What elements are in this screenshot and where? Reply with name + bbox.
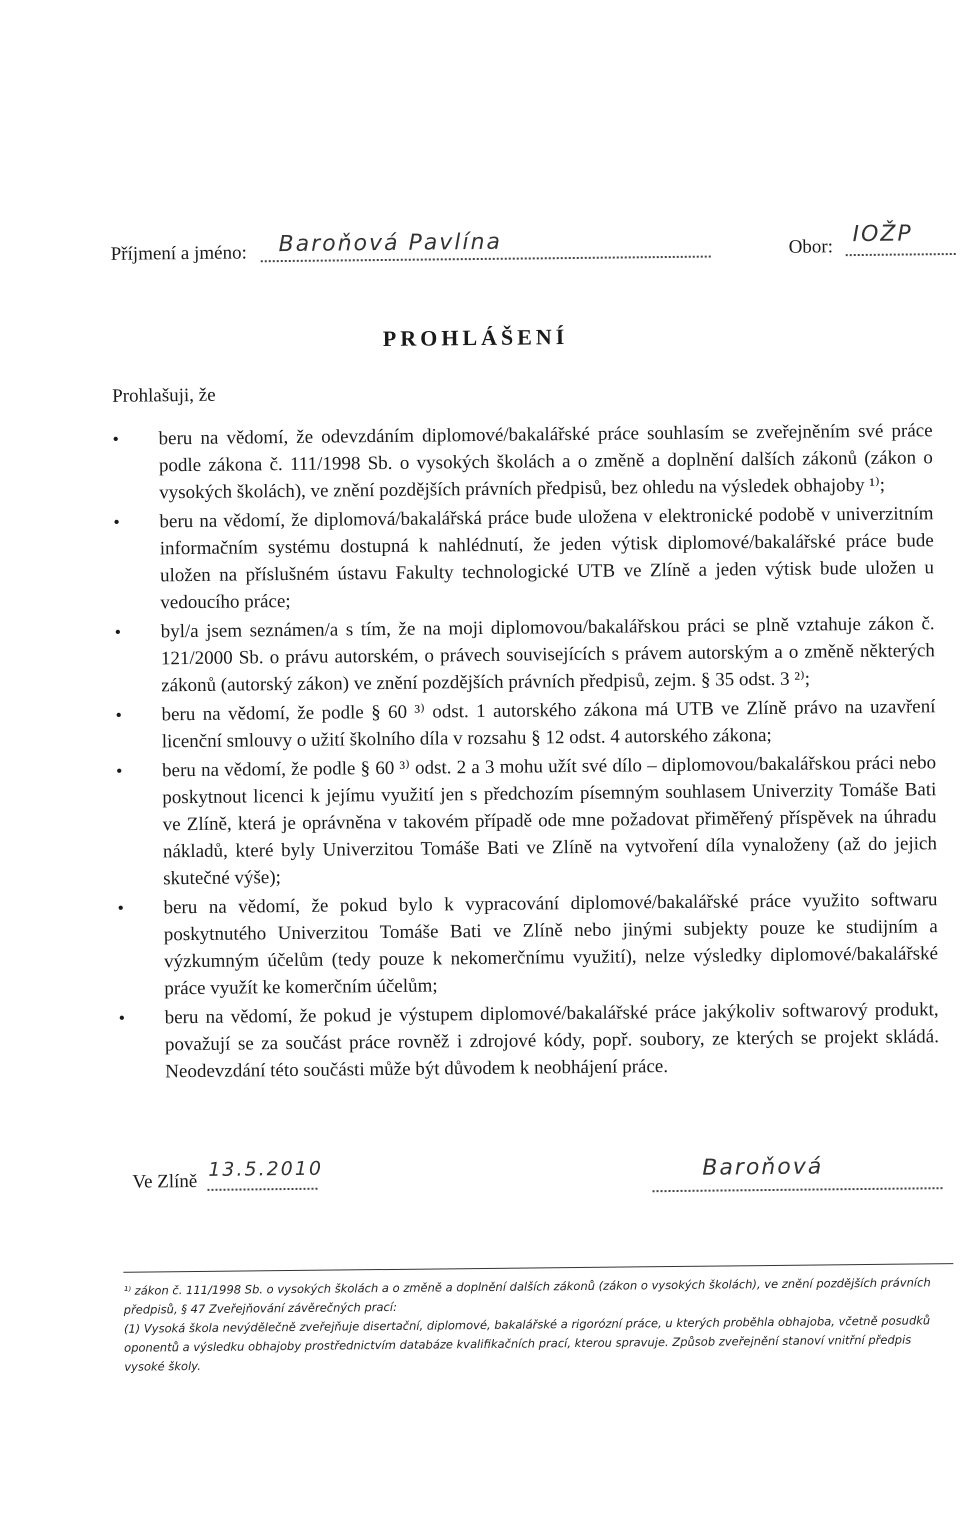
bullet-icon: • (114, 621, 122, 642)
signature: Baroňová (702, 1154, 824, 1181)
list-item-text: byl/a jsem seznámen/a s tím, že na moji diplomovou/bakalářskou práci se plně vztahuje zákon č. 121/2000 Sb. o právu autorském, o právech souvisejících s právem autorským a o změně některých zákonů (autorský zákon) ve znění pozdějších právních předpisů, zejm. § 35 odst. 3 ²⁾; (160, 613, 935, 697)
list-item-text: beru na vědomí, že diplomová/bakalářská práce bude uložena v elektronické podobě v univerzitním informačním systému dostupná k nahlédnutí, že jeden výtisk diplomové/bakalářské práce bude uložen na příslušném ústavu Fakulty technologické UTB ve Zlíně a jeden výtisk bude uložen u vedoucího práce; (159, 503, 935, 614)
field-handwritten-value: IOŽP (852, 221, 913, 248)
bullet-icon: • (118, 1007, 126, 1028)
list-item (115, 693, 936, 756)
field-label: Obor: (788, 236, 834, 258)
place-date-signature-row (132, 1155, 952, 1204)
list-item-text: beru na vědomí, že podle § 60 ³⁾ odst. 2 a 3 mohu užít své dílo – diplomovou/bakalářskou práci nebo poskytnout licenci k jejímu využití jen s předchozím písemným souhlasem Univerzity Tomáše Bati ve Zlíně, která je oprávněna v takovém případě ode mne požadovat přiměřený příspěvek na úhradu nákladů, které byly Univerzitou Tomáše Bati ve Zlíně na vytvoření díla vynaloženy (až do jejich skutečné výše); (161, 752, 938, 890)
place-label: Ve Zlíně (132, 1170, 198, 1193)
list-item (116, 749, 937, 893)
intro-text: Prohlašuji, že (112, 384, 216, 407)
name-label: Příjmení a jméno: (110, 242, 247, 265)
document-title: PROHLÁŠENÍ (382, 324, 569, 351)
list-item-text: beru na vědomí, že podle § 60 ³⁾ odst. 1 autorského zákona má UTB ve Zlíně právo na uzavření licenční smlouvy o užití školního díla v rozsahu § 12 odst. 4 autorského zákona; (161, 696, 936, 753)
bullet-icon: • (115, 760, 123, 781)
footnote: ¹⁾ zákon č. 111/1998 Sb. o vysokých školách a o změně a doplnění dalších zákonů (zákon o vysokých školách), ve znění pozdějších právních předpisů, § 47 Zveřejňování závěrečných prací: (123, 1275, 931, 1317)
header-row (110, 221, 954, 276)
list-item (119, 996, 940, 1086)
list-item-text: beru na vědomí, že pokud je výstupem diplomové/bakalářské práce jakýkoliv softwarový produkt, považují se za součást práce rovněž i zdrojové kódy, popř. soubory, ze kterých se projekt skládá. Neodevzdání této součásti může být důvodem k neobhájení práce. (164, 999, 940, 1083)
bullet-icon: • (117, 897, 124, 918)
list-item-text: beru na vědomí, že odevzdáním diplomové/bakalářské práce souhlasím se zveřejněním své práce podle zákona č. 111/1998 Sb. o vysokých školách a o změně a doplnění dalších zákonů (zákon o vysokých školách), ve znění pozdějších právních předpisů, bez ohledu na výsledek obhajoby ¹⁾; (158, 420, 933, 504)
footnote-divider (123, 1263, 953, 1273)
bullet-icon: • (115, 704, 122, 725)
bullet-icon: • (113, 511, 120, 532)
list-item (113, 500, 934, 617)
declaration-list (112, 417, 939, 1088)
footnote: (1) Vysoká škola nevýdělečně zveřejňuje disertační, diplomové, bakalářské a rigorózní práce, u kterých proběhla obhajoba, včetně posudků oponentů a výsledku obhajoby prostřednictvím databáze kvalifikačních prací, kterou spravuje. Způsob zveřejnění stanoví vnitřní předpis vysoké školy. (123, 1313, 931, 1374)
list-item (115, 610, 936, 700)
bullet-icon: • (112, 428, 120, 449)
date-handwritten-value: 13.5.2010 (208, 1157, 324, 1181)
footnotes (123, 1273, 954, 1377)
list-item-text: beru na vědomí, že pokud bylo k vypracování diplomové/bakalářské práce využito softwaru poskytnutého Univerzitou Tomáše Bati ve Zlíně nebo jinými subjekty pouze ke studijním a výzkumným účelům (tedy pouze k nekomerčnímu využití), nelze výsledky diplomové/bakalářské práce využít ke komerčním účelům; (163, 889, 939, 1000)
list-item (112, 417, 933, 507)
list-item (117, 886, 938, 1003)
name-handwritten-value: Baroňová Pavlína (278, 229, 503, 258)
